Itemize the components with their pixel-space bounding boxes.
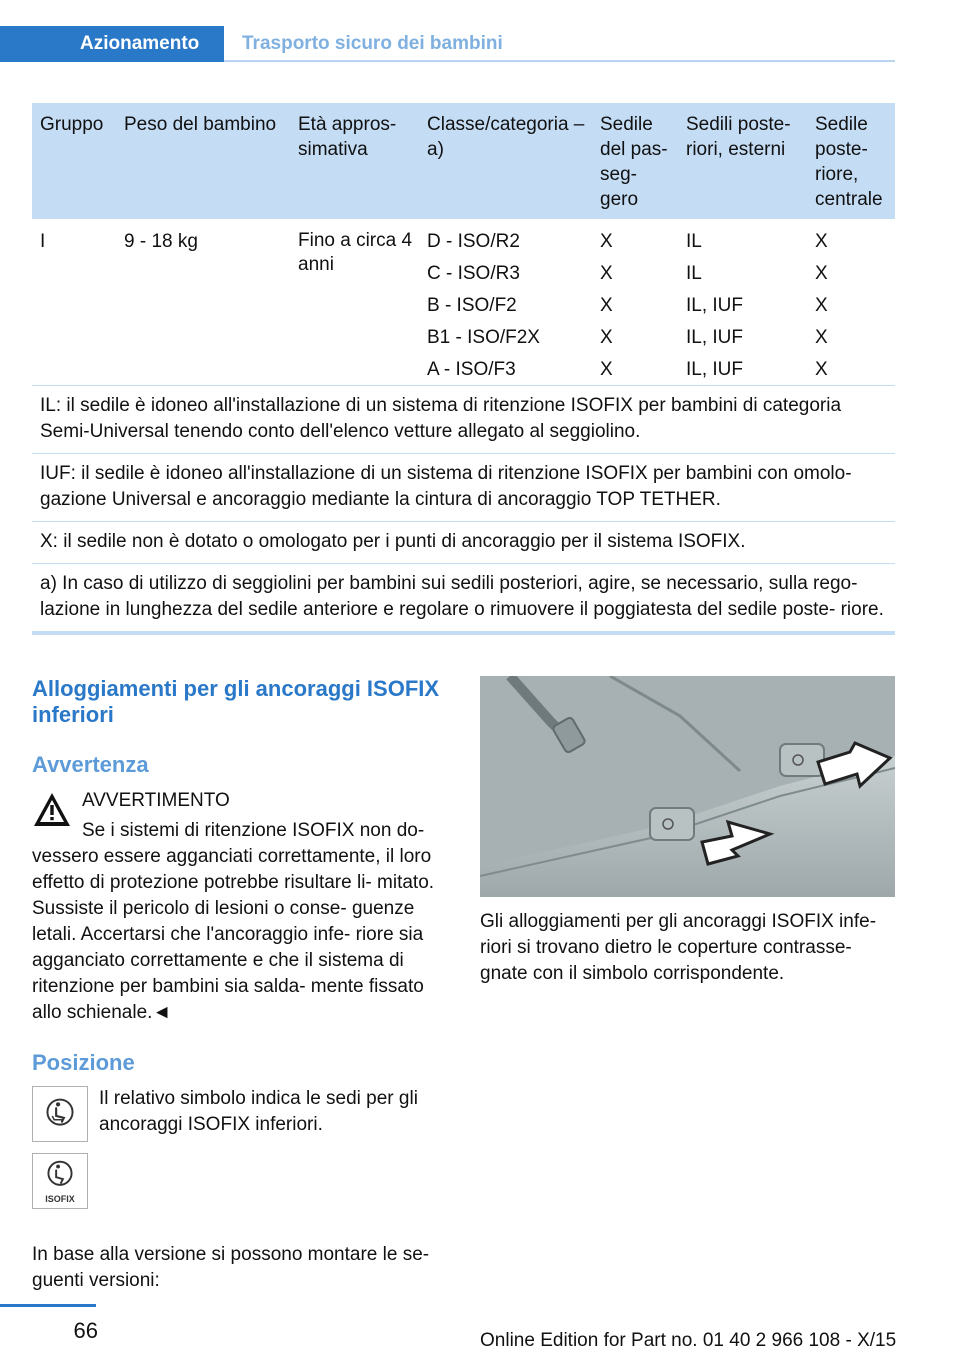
warning-triangle-icon (32, 790, 72, 830)
section-tab: Azionamento (0, 26, 224, 62)
isofix-label-symbol-icon (32, 1153, 88, 1209)
rear-outer-value: IL (686, 231, 702, 252)
th-passenger: Sedile del pas- seg- gero (600, 114, 668, 210)
rear-center-value: X (815, 327, 828, 348)
cell-rear-outer (686, 229, 743, 389)
warning-block (32, 788, 442, 1026)
class-item: B - ISO/F2 (427, 295, 517, 316)
rear-outer-value: IL, IUF (686, 327, 744, 348)
warning-title: AVVERTIMENTO (82, 790, 230, 811)
th-rear-center: Sedile poste- riore, centrale (815, 114, 883, 210)
left-column (32, 676, 442, 1294)
cell-weight: 9 - 18 kg (124, 231, 198, 252)
rear-outer-value: IL, IUF (686, 359, 744, 380)
note-a: a) In caso di utilizzo di seggiolini per bambini sui sedili posteriori, agire, se necessario, sulla rego- lazione in lunghezza del sedile anteriore e regolare o rimuovere il poggiatesta del sedile poste- riore. (32, 563, 895, 631)
class-item: A - ISO/F3 (427, 359, 516, 380)
isofix-seat-symbol-icon (32, 1086, 88, 1142)
position-text: Il relativo simbolo indica le sedi per gli ancoraggi ISOFIX inferiori. (99, 1088, 418, 1135)
photo-caption: Gli alloggiamenti per gli ancoraggi ISOFIX infe- riori si trovano dietro le coperture contrasse- gnate con il simbolo corrispondente. (480, 911, 877, 984)
page-number: 66 (73, 1318, 98, 1343)
th-group: Gruppo (40, 114, 104, 135)
cell-age: Fino a circa 4 anni (298, 230, 413, 275)
th-rear-outer: Sedili poste- riori, esterni (686, 114, 791, 160)
class-item: C - ISO/R3 (427, 263, 520, 284)
passenger-value: X (600, 327, 613, 348)
rear-outer-value: IL (686, 263, 702, 284)
rear-center-value: X (815, 263, 828, 284)
passenger-value: X (600, 263, 613, 284)
th-weight: Peso del bambino (124, 114, 277, 135)
passenger-value: X (600, 231, 613, 252)
isofix-anchor-photo (480, 676, 895, 897)
class-item: D - ISO/R2 (427, 231, 520, 252)
edition-footer: Online Edition for Part no. 01 40 2 966 108 - X/15 (480, 1330, 897, 1351)
warning-text: Se i sistemi di ritenzione ISOFIX non do- vessero essere agganciati correttamente, il loro effetto di protezione potrebbe risultare li- mitato. Sussiste il pericolo di lesioni o conse- guenze letali. Accertarsi che l'ancoraggio infe- riore sia agganciato correttamente e che il sistema di ritenzione per bambini sia salda- mente fissato allo schienale.◄ (32, 820, 435, 1023)
note-iuf: IUF: il sedile è idoneo all'installazione di un sistema di ritenzione ISOFIX per bambini con omolo- gazione Universal e ancoraggio mediante la cintura di ancoraggio TOP TETHER. (32, 453, 895, 521)
passenger-value: X (600, 295, 613, 316)
header-rule (224, 60, 895, 62)
cell-classes (427, 229, 540, 389)
rear-outer-value: IL, IUF (686, 295, 744, 316)
rear-center-value: X (815, 359, 828, 380)
class-item: B1 - ISO/F2X (427, 327, 540, 348)
position-heading: Posizione (32, 1050, 135, 1075)
page-number-rule (0, 1304, 96, 1307)
table-header-row (32, 103, 895, 219)
isofix-table (32, 103, 895, 635)
th-class: Classe/categoria – a) (427, 114, 585, 160)
note-il: IL: il sedile è idoneo all'installazione di un sistema di ritenzione ISOFIX per bambini di categoria Semi-Universal tenendo conto dell'elenco vetture allegato al seggiolino. (32, 385, 895, 453)
table-bottom-rule (32, 631, 895, 635)
cell-passenger (600, 229, 613, 389)
rear-center-value: X (815, 295, 828, 316)
section-title: Alloggiamenti per gli ancoraggi ISOFIX inferiori (32, 676, 440, 727)
th-age: Età appros- simativa (298, 114, 397, 160)
rear-center-value: X (815, 231, 828, 252)
warning-heading: Avvertenza (32, 752, 149, 777)
passenger-value: X (600, 359, 613, 380)
table-row (32, 219, 895, 385)
cell-rear-center (815, 229, 828, 389)
note-x: X: il sedile non è dotato o omologato per i punti di ancoraggio per il sistema ISOFIX. (32, 521, 895, 563)
page-header (0, 0, 960, 62)
position-block (32, 1086, 442, 1256)
versions-text: In base alla versione si possono montare le se- guenti versioni: (32, 1244, 430, 1291)
subsection-title: Trasporto sicuro dei bambini (242, 33, 503, 54)
cell-group: I (40, 231, 46, 252)
isofix-symbol-label: ISOFIX (45, 1194, 75, 1204)
